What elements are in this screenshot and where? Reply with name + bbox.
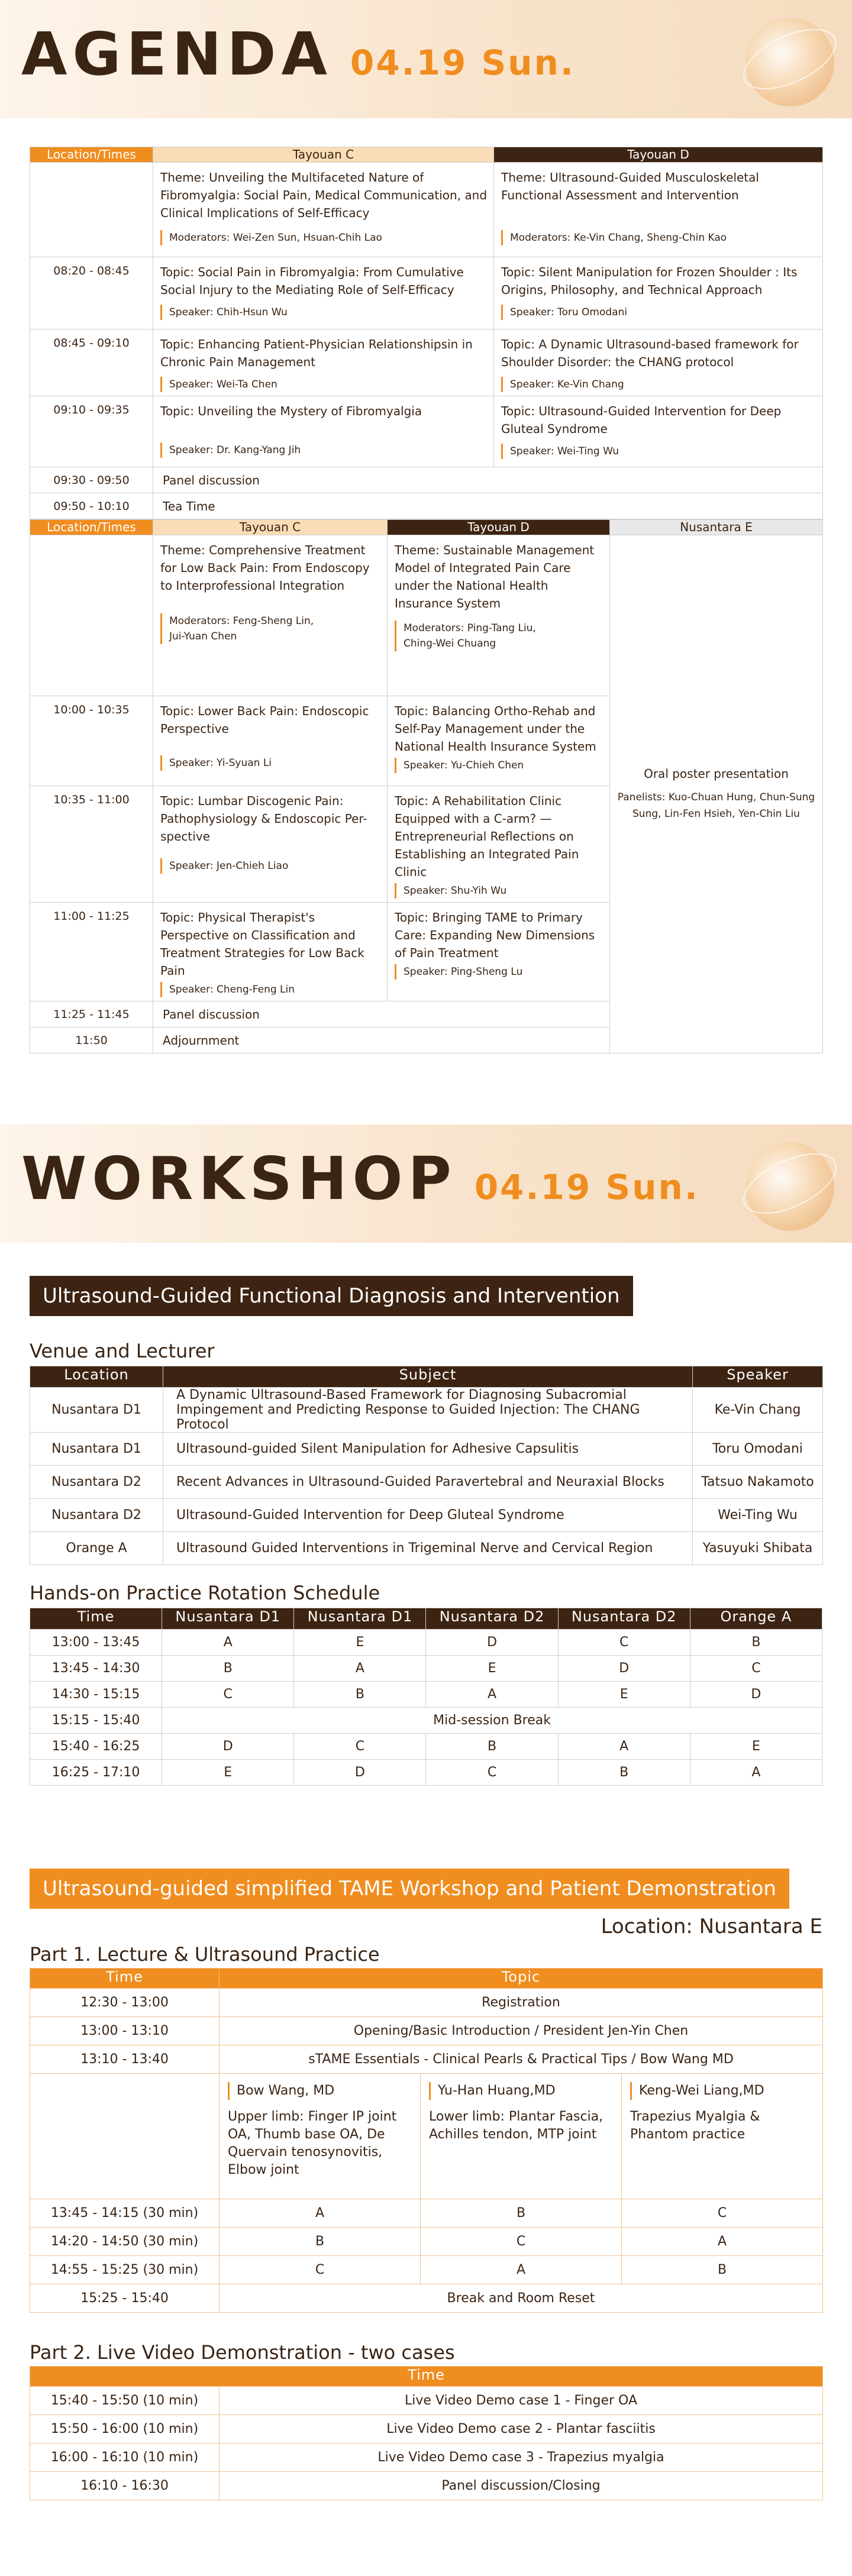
part2-time: 16:00 - 16:10 (10 min) bbox=[30, 2444, 220, 2472]
venue-row bbox=[30, 1466, 823, 1499]
part1-row bbox=[30, 2045, 823, 2074]
rotation-cell: E bbox=[426, 1656, 558, 1682]
venue-table bbox=[30, 1366, 823, 1565]
rotation-cell: E bbox=[294, 1630, 426, 1656]
rotation-cell: B bbox=[558, 1760, 690, 1786]
practice-time: 14:55 - 15:25 (30 min) bbox=[30, 2256, 220, 2284]
rotation-cell: C bbox=[426, 1760, 558, 1786]
venue-speaker: Yasuyuki Shibata bbox=[693, 1532, 823, 1565]
session-d bbox=[494, 396, 823, 467]
rotation-header: Nusantara D2 bbox=[426, 1608, 558, 1630]
session-c bbox=[153, 257, 494, 329]
rotation-heading: Hands-on Practice Rotation Schedule bbox=[30, 1582, 380, 1604]
rotation-cell: E bbox=[162, 1760, 294, 1786]
header-location: Location/Times bbox=[30, 147, 153, 163]
instructor-name: Keng-Wei Liang,MD bbox=[630, 2082, 816, 2100]
topic-c: Topic: Lumbar Discogenic Pain: Pathophysiology & Endoscopic Per-spective bbox=[160, 794, 367, 843]
part2-topic: Live Video Demo case 3 - Trapezius myalgia bbox=[220, 2444, 823, 2472]
moderators-c-line1: Moderators: Feng-Sheng Lin, bbox=[169, 615, 314, 627]
venue-speaker: Tatsuo Nakamoto bbox=[693, 1466, 823, 1499]
venue-heading: Venue and Lecturer bbox=[30, 1340, 215, 1362]
part1-time: 13:10 - 13:40 bbox=[30, 2045, 220, 2074]
part1-heading: Part 1. Lecture & Ultrasound Practice bbox=[30, 1943, 380, 1966]
adjournment-label: Adjournment bbox=[153, 1027, 610, 1053]
speaker-d: Speaker: Toru Omodani bbox=[501, 305, 819, 320]
topic-c: Topic: Physical Therapist's Perspective on Classification and Treatment Strategies for Low Back Pain bbox=[160, 910, 364, 978]
panel-label: Panel discussion bbox=[153, 467, 823, 493]
speaker-d: Speaker: Ping-Sheng Lu bbox=[395, 964, 606, 980]
part2-topic: Panel discussion/Closing bbox=[220, 2472, 823, 2500]
instructor-desc: Trapezius Myalgia & Phantom practice bbox=[630, 2109, 760, 2142]
rotation-cell: B bbox=[426, 1734, 558, 1760]
topic-d: Topic: Balancing Ortho-Rehab and Self-Pay Management under the National Health Insurance System bbox=[395, 704, 596, 754]
session-c bbox=[153, 396, 494, 467]
rotation-header: Orange A bbox=[690, 1608, 822, 1630]
speaker-d: Speaker: Shu-Yih Wu bbox=[395, 883, 606, 898]
instructor-cell bbox=[421, 2074, 622, 2199]
tame-location: Location: Nusantara E bbox=[601, 1915, 822, 1938]
part2-heading: Part 2. Live Video Demonstration - two cases bbox=[30, 2341, 455, 2364]
venue-location: Nusantara D1 bbox=[30, 1388, 163, 1433]
rotation-cell: A bbox=[294, 1656, 426, 1682]
agenda-title: AGENDA bbox=[21, 20, 333, 89]
speaker-c: Speaker: Chih-Hsun Wu bbox=[160, 305, 490, 320]
mid-break-row bbox=[30, 1708, 822, 1734]
rotation-cell: A bbox=[558, 1734, 690, 1760]
practice-cell: C bbox=[421, 2228, 622, 2256]
practice-time: 13:45 - 14:15 (30 min) bbox=[30, 2199, 220, 2228]
adjournment-time: 11:50 bbox=[30, 1027, 153, 1053]
rotation-time: 13:45 - 14:30 bbox=[30, 1656, 162, 1682]
rotation-cell: D bbox=[690, 1682, 822, 1708]
moderators-c bbox=[160, 613, 383, 644]
venue-row bbox=[30, 1388, 823, 1433]
venue-header-row bbox=[30, 1366, 823, 1388]
rotation-cell: C bbox=[294, 1734, 426, 1760]
rotation-cell: D bbox=[294, 1760, 426, 1786]
rotation-time: 13:00 - 13:45 bbox=[30, 1630, 162, 1656]
session-time: 10:35 - 11:00 bbox=[30, 786, 153, 903]
workshop-title: WORKSHOP bbox=[21, 1144, 457, 1213]
session-d bbox=[388, 786, 610, 903]
topic-d: Topic: A Rehabilitation Clinic Equipped with a C-arm? — Entrepreneurial Reflections on Establishing an Integrated Pain Clinic bbox=[395, 794, 579, 879]
topic-c: Topic: Unveiling the Mystery of Fibromyalgia bbox=[160, 404, 422, 418]
nusantara-e-cell bbox=[610, 535, 823, 1053]
speaker-c: Speaker: Jen-Chieh Liao bbox=[160, 858, 383, 874]
instructor-name: Yu-Han Huang,MD bbox=[429, 2082, 615, 2100]
rotation-header: Nusantara D1 bbox=[162, 1608, 294, 1630]
agenda-table-morning bbox=[30, 147, 823, 519]
tea-label: Tea Time bbox=[153, 493, 823, 519]
session-time: 09:10 - 09:35 bbox=[30, 396, 153, 467]
venue-location: Nusantara D1 bbox=[30, 1433, 163, 1466]
theme-cell-d bbox=[388, 535, 610, 696]
mid-break-label: Mid-session Break bbox=[162, 1708, 822, 1734]
topic-d: Topic: Silent Manipulation for Frozen Shoulder : Its Origins, Philosophy, and Technical Approach bbox=[501, 265, 798, 297]
rotation-row bbox=[30, 1682, 822, 1708]
part2-time: 16:10 - 16:30 bbox=[30, 2472, 220, 2500]
moderators-d bbox=[395, 620, 606, 651]
practice-row bbox=[30, 2199, 823, 2228]
agenda-table-late-morning bbox=[30, 519, 823, 1053]
spacer bbox=[30, 1786, 822, 1869]
practice-cell: C bbox=[220, 2256, 421, 2284]
moderators-d: Moderators: Ke-Vin Chang, Sheng-Chin Kao bbox=[501, 230, 819, 245]
panel-time: 09:30 - 09:50 bbox=[30, 467, 153, 493]
instructor-cell bbox=[220, 2074, 421, 2199]
venue-location: Nusantara D2 bbox=[30, 1499, 163, 1532]
part2-row bbox=[30, 2415, 823, 2444]
session-c bbox=[153, 696, 388, 786]
rotation-cell: B bbox=[690, 1630, 822, 1656]
part2-header-time: Time bbox=[30, 2367, 823, 2387]
venue-location: Nusantara D2 bbox=[30, 1466, 163, 1499]
practice-cell: A bbox=[220, 2199, 421, 2228]
header-tayouan-c: Tayouan C bbox=[153, 147, 494, 163]
theme-row bbox=[30, 163, 823, 257]
session-time: 08:45 - 09:10 bbox=[30, 329, 153, 396]
spacer bbox=[0, 1053, 852, 1124]
venue-subject: Recent Advances in Ultrasound-Guided Paravertebral and Neuraxial Blocks bbox=[163, 1466, 693, 1499]
rotation-time: 15:40 - 16:25 bbox=[30, 1734, 162, 1760]
time-cell-empty bbox=[30, 163, 153, 257]
topic-c: Topic: Lower Back Pain: Endoscopic Perspective bbox=[160, 704, 369, 736]
workshop-date: 04.19 Sun. bbox=[474, 1167, 699, 1207]
venue-subject: Ultrasound Guided Interventions in Trigeminal Nerve and Cervical Region bbox=[163, 1532, 693, 1565]
oral-poster-panelists: Panelists: Kuo-Chuan Hung, Chun-Sung Sung, Lin-Fen Hsieh, Yen-Chin Liu bbox=[617, 791, 815, 820]
venue-location: Orange A bbox=[30, 1532, 163, 1565]
session-row bbox=[30, 257, 823, 329]
rotation-cell: D bbox=[426, 1630, 558, 1656]
panel-label: Panel discussion bbox=[153, 1001, 610, 1027]
theme-c: Theme: Comprehensive Treatment for Low Back Pain: From Endoscopy to Interprofessional Integration bbox=[160, 543, 370, 593]
time-cell-empty bbox=[30, 535, 153, 696]
header-tayouan-c: Tayouan C bbox=[153, 520, 388, 535]
rotation-header-row bbox=[30, 1608, 822, 1630]
session-time: 11:00 - 11:25 bbox=[30, 903, 153, 1001]
header-nusantara-e: Nusantara E bbox=[610, 520, 823, 535]
part1-row bbox=[30, 1989, 823, 2017]
topic-d: Topic: Bringing TAME to Primary Care: Expanding New Dimensions of Pain Treatment bbox=[395, 910, 595, 960]
header-tayouan-d: Tayouan D bbox=[494, 147, 823, 163]
rotation-cell: C bbox=[690, 1656, 822, 1682]
topic-d: Topic: A Dynamic Ultrasound-based framework for Shoulder Disorder: the CHANG protocol bbox=[501, 337, 799, 369]
part2-time: 15:50 - 16:00 (10 min) bbox=[30, 2415, 220, 2444]
speaker-d: Speaker: Yu-Chieh Chen bbox=[395, 758, 606, 773]
tame-title-box: Ultrasound-guided simplified TAME Workshop and Patient Demonstration bbox=[30, 1869, 789, 1909]
part2-header-row bbox=[30, 2367, 823, 2387]
speaker-c: Speaker: Cheng-Feng Lin bbox=[160, 982, 383, 997]
agenda-header-row bbox=[30, 520, 823, 535]
practice-cell: B bbox=[421, 2199, 622, 2228]
part2-table bbox=[30, 2366, 823, 2500]
practice-row bbox=[30, 2228, 823, 2256]
mid-break-time: 15:15 - 15:40 bbox=[30, 1708, 162, 1734]
rotation-header: Nusantara D1 bbox=[294, 1608, 426, 1630]
agenda-section bbox=[30, 147, 822, 1053]
agenda-heading bbox=[21, 20, 575, 98]
moderators-c-line2: Jui-Yuan Chen bbox=[169, 631, 237, 642]
instructor-desc: Upper limb: Finger IP joint OA, Thumb base OA, De Quervain tenosynovitis, Elbow joint bbox=[228, 2109, 397, 2177]
rotation-time: 14:30 - 15:15 bbox=[30, 1682, 162, 1708]
agenda-banner bbox=[0, 0, 852, 118]
venue-header-speaker: Speaker bbox=[693, 1366, 823, 1388]
speaker-d: Speaker: Wei-Ting Wu bbox=[501, 444, 819, 459]
part2-row bbox=[30, 2444, 823, 2472]
break-row bbox=[30, 2284, 823, 2313]
part1-table bbox=[30, 1968, 823, 2313]
part2-row bbox=[30, 2472, 823, 2500]
rotation-cell: A bbox=[426, 1682, 558, 1708]
part1-topic: Registration bbox=[220, 1989, 823, 2017]
venue-header-location: Location bbox=[30, 1366, 163, 1388]
session-d bbox=[388, 696, 610, 786]
part2-row bbox=[30, 2387, 823, 2415]
speaker-c: Speaker: Yi-Syuan Li bbox=[160, 755, 383, 771]
topic-c: Topic: Social Pain in Fibromyalgia: From Cumulative Social Injury to the Mediating Role of Self-Efficacy bbox=[160, 265, 464, 297]
session-d bbox=[494, 257, 823, 329]
instructor-row bbox=[30, 2074, 823, 2199]
workshop-banner bbox=[0, 1124, 852, 1243]
instructor-time-empty bbox=[30, 2074, 220, 2199]
break-time: 15:25 - 15:40 bbox=[30, 2284, 220, 2313]
venue-row bbox=[30, 1499, 823, 1532]
rotation-header: Nusantara D2 bbox=[558, 1608, 690, 1630]
part2-topic: Live Video Demo case 1 - Finger OA bbox=[220, 2387, 823, 2415]
panel-time: 11:25 - 11:45 bbox=[30, 1001, 153, 1027]
part2-time: 15:40 - 15:50 (10 min) bbox=[30, 2387, 220, 2415]
rotation-table bbox=[30, 1608, 822, 1786]
practice-cell: C bbox=[622, 2199, 823, 2228]
instructor-cell bbox=[622, 2074, 823, 2199]
rotation-time: 16:25 - 17:10 bbox=[30, 1760, 162, 1786]
moderators-d-line2: Ching-Wei Chuang bbox=[404, 638, 496, 649]
practice-cell: A bbox=[622, 2228, 823, 2256]
rotation-cell: E bbox=[558, 1682, 690, 1708]
part1-header-time: Time bbox=[30, 1969, 220, 1989]
practice-cell: A bbox=[421, 2256, 622, 2284]
rotation-cell: C bbox=[162, 1682, 294, 1708]
theme-d: Theme: Sustainable Management Model of Integrated Pain Care under the National Health Insurance System bbox=[395, 543, 595, 610]
theme-cell-c bbox=[153, 535, 388, 696]
oral-poster-title: Oral poster presentation bbox=[644, 766, 789, 781]
rotation-cell: D bbox=[558, 1656, 690, 1682]
theme-d: Theme: Ultrasound-Guided Musculoskeletal Functional Assessment and Intervention bbox=[501, 170, 759, 202]
rotation-row bbox=[30, 1760, 822, 1786]
workshop-section bbox=[30, 1276, 822, 2536]
rotation-cell: A bbox=[162, 1630, 294, 1656]
agenda-header-row bbox=[30, 147, 823, 163]
session-time: 08:20 - 08:45 bbox=[30, 257, 153, 329]
part1-time: 12:30 - 13:00 bbox=[30, 1989, 220, 2017]
part1-row bbox=[30, 2017, 823, 2045]
venue-row bbox=[30, 1433, 823, 1466]
theme-cell-d bbox=[494, 163, 823, 257]
rotation-cell: E bbox=[690, 1734, 822, 1760]
moderators-c: Moderators: Wei-Zen Sun, Hsuan-Chih Lao bbox=[160, 230, 490, 245]
break-topic: Break and Room Reset bbox=[220, 2284, 823, 2313]
workshop-heading bbox=[21, 1144, 699, 1222]
rotation-cell: D bbox=[162, 1734, 294, 1760]
venue-subject: Ultrasound-guided Silent Manipulation for Adhesive Capsulitis bbox=[163, 1433, 693, 1466]
rotation-cell: B bbox=[294, 1682, 426, 1708]
venue-subject: A Dynamic Ultrasound-Based Framework for Diagnosing Subacromial Impingement and Predicting Response to Guided Injection: The CHANG Protocol bbox=[163, 1388, 693, 1433]
venue-speaker: Wei-Ting Wu bbox=[693, 1499, 823, 1532]
part1-header-topic: Topic bbox=[220, 1969, 823, 1989]
session-d bbox=[388, 903, 610, 1001]
speaker-c: Speaker: Dr. Kang-Yang Jih bbox=[160, 442, 490, 458]
header-location: Location/Times bbox=[30, 520, 153, 535]
session-c bbox=[153, 786, 388, 903]
panel-row bbox=[30, 467, 823, 493]
theme-row bbox=[30, 535, 823, 696]
agenda-date: 04.19 Sun. bbox=[350, 43, 575, 83]
rotation-cell: C bbox=[558, 1630, 690, 1656]
rotation-header: Time bbox=[30, 1608, 162, 1630]
part1-topic: sTAME Essentials - Clinical Pearls & Practical Tips / Bow Wang MD bbox=[220, 2045, 823, 2074]
workshop-title-box: Ultrasound-Guided Functional Diagnosis and Intervention bbox=[30, 1276, 633, 1316]
spacer bbox=[30, 2500, 822, 2536]
venue-subject: Ultrasound-Guided Intervention for Deep Gluteal Syndrome bbox=[163, 1499, 693, 1532]
part1-time: 13:00 - 13:10 bbox=[30, 2017, 220, 2045]
theme-c: Theme: Unveiling the Multifaceted Nature of Fibromyalgia: Social Pain, Medical Communication, and Clinical Implications of Self-Efficacy bbox=[160, 170, 488, 220]
practice-row bbox=[30, 2256, 823, 2284]
session-row bbox=[30, 396, 823, 467]
rotation-cell: B bbox=[162, 1656, 294, 1682]
moderators-d-line1: Moderators: Ping-Tang Liu, bbox=[404, 622, 536, 634]
venue-speaker: Toru Omodani bbox=[693, 1433, 823, 1466]
instructor-desc: Lower limb: Plantar Fascia, Achilles tendon, MTP joint bbox=[429, 2109, 604, 2142]
session-d bbox=[494, 329, 823, 396]
topic-d: Topic: Ultrasound-Guided Intervention for Deep Gluteal Syndrome bbox=[501, 404, 782, 436]
tea-time: 09:50 - 10:10 bbox=[30, 493, 153, 519]
session-c bbox=[153, 329, 494, 396]
instructor-name: Bow Wang, MD bbox=[228, 2082, 414, 2100]
theme-cell-c bbox=[153, 163, 494, 257]
speaker-c: Speaker: Wei-Ta Chen bbox=[160, 377, 490, 392]
venue-header-subject: Subject bbox=[163, 1366, 693, 1388]
part2-topic: Live Video Demo case 2 - Plantar fasciitis bbox=[220, 2415, 823, 2444]
session-row bbox=[30, 329, 823, 396]
rotation-cell: A bbox=[690, 1760, 822, 1786]
rotation-row bbox=[30, 1734, 822, 1760]
topic-c: Topic: Enhancing Patient-Physician Relationshipsin in Chronic Pain Management bbox=[160, 337, 473, 369]
rotation-row bbox=[30, 1656, 822, 1682]
practice-time: 14:20 - 14:50 (30 min) bbox=[30, 2228, 220, 2256]
part1-header-row bbox=[30, 1969, 823, 1989]
venue-row bbox=[30, 1532, 823, 1565]
part1-topic: Opening/Basic Introduction / President Jen-Yin Chen bbox=[220, 2017, 823, 2045]
practice-cell: B bbox=[220, 2228, 421, 2256]
venue-speaker: Ke-Vin Chang bbox=[693, 1388, 823, 1433]
tea-row bbox=[30, 493, 823, 519]
header-tayouan-d: Tayouan D bbox=[388, 520, 610, 535]
session-time: 10:00 - 10:35 bbox=[30, 696, 153, 786]
speaker-d: Speaker: Ke-Vin Chang bbox=[501, 377, 819, 392]
rotation-row bbox=[30, 1630, 822, 1656]
session-c bbox=[153, 903, 388, 1001]
practice-cell: B bbox=[622, 2256, 823, 2284]
